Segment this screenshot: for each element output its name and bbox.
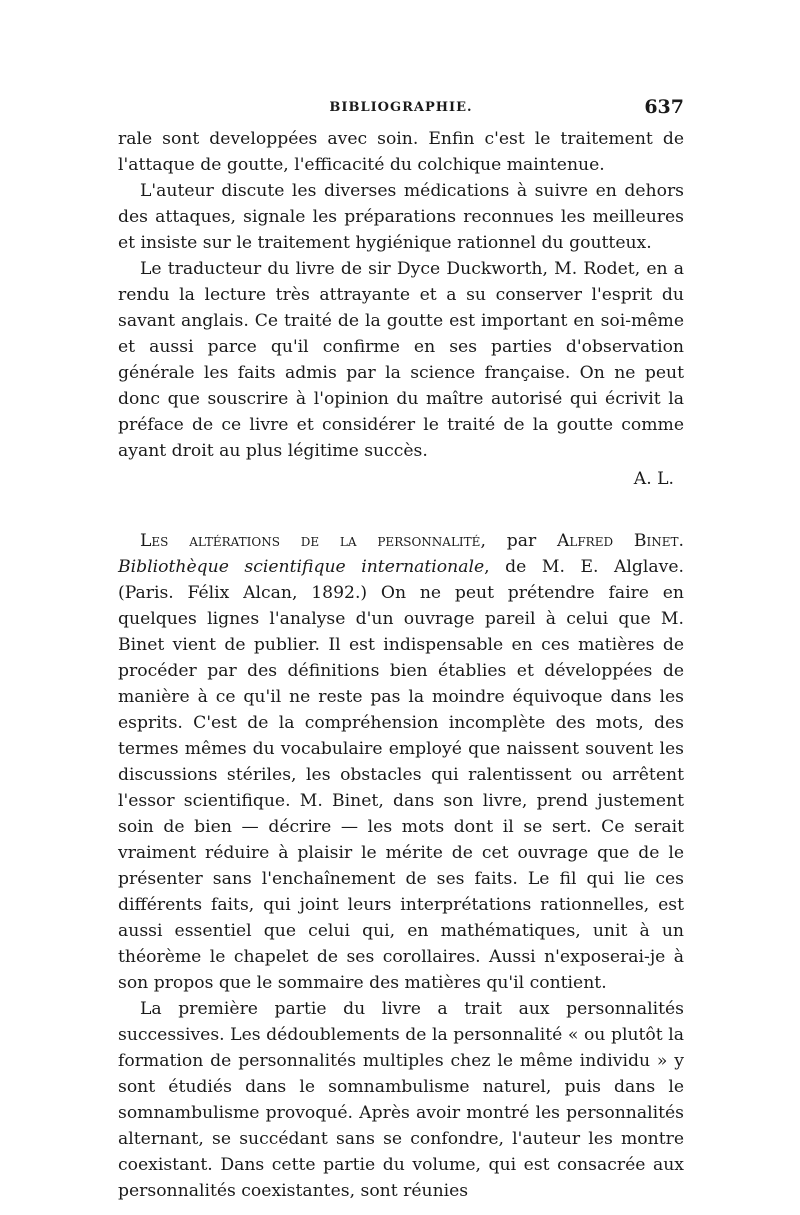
review-book-title: Les altérations de la personnalité: [140, 531, 481, 551]
paragraph-continuation: rale sont developpées avec soin. Enfin c'est le traitement de l'attaque de goutte, l'efficacité du colchique maintenue.: [118, 129, 684, 175]
running-title: BIBLIOGRAPHIE.: [329, 100, 473, 115]
review-publisher-info: , de M. E. Alglave. (Paris. Félix Alcan, 1892.): [118, 557, 684, 603]
review-series: Bibliothèque scientifique internationale: [118, 557, 485, 577]
book-page: [118, 96, 684, 1204]
review-paragraph-2: La première partie du livre a trait aux personnalités successives. Les dédoublements de la personnalité « ou plutôt la formation de personnalités multiples chez le même individu » y sont étudiés dans le somnambulisme naturel, puis dans le somnambulisme provoqué. Après avoir montré les personnalités alternant, se succédant sans se confondre, l'auteur les montre coexistant. Dans cette partie du volume, qui est consacrée aux personnalités coexistantes, sont réunies: [118, 999, 684, 1201]
review-by: , par: [480, 531, 557, 551]
page-header: [118, 96, 684, 118]
page-number: 637: [644, 96, 684, 118]
review-intro-paragraph: [118, 528, 684, 996]
review-series-separator: .: [678, 531, 684, 551]
paragraph-medications: L'auteur discute les diverses médications à suivre en dehors des attaques, signale les préparations reconnues les meilleures et insiste sur le traitement hygiénique rationnel du goutteux.: [118, 181, 684, 253]
review-signature: A. L.: [633, 469, 674, 489]
review-intro-text: On ne peut prétendre faire en quelques lignes l'analyse d'un ouvrage pareil à celui que M. Binet vient de publier. Il est indispensable en ces matières de procéder par des définitions bien établies et développées de manière à ce qu'il ne reste pas la moindre équivoque dans les esprits. C'est de la compréhension incomplète des mots, des termes mêmes du vocabulaire employé que naissent souvent les discussions stériles, les obstacles qui ralentissent ou arrêtent l'essor scientifique. M. Binet, dans son livre, prend justement soin de bien — décrire — les mots dont il se sert. Ce serait vraiment réduire à plaisir le mérite de cet ouvrage que de le présenter sans l'enchaînement de ses faits. Le fil qui lie ces différents faits, qui joint leurs interprétations rationnelles, est aussi essentiel que celui qui, en mathématiques, unit à un théorème le chapelet de ses corollaires. Aussi n'exposerai-je à son propos que le sommaire des matières qu'il contient.: [118, 583, 684, 993]
review-author: Alfred Binet: [556, 531, 679, 551]
paragraph-translator: Le traducteur du livre de sir Dyce Duckworth, M. Rodet, en a rendu la lecture très attrayante et a su conserver l'esprit du savant anglais. Ce traité de la goutte est important en soi-même et aussi parce qu'il confirme en ses parties d'observation générale les faits admis par la science française. On ne peut donc que souscrire à l'opinion du maître autorisé qui écrivit la préface de ce livre et considérer le traité de la goutte comme ayant droit au plus légitime succès.: [118, 259, 684, 461]
